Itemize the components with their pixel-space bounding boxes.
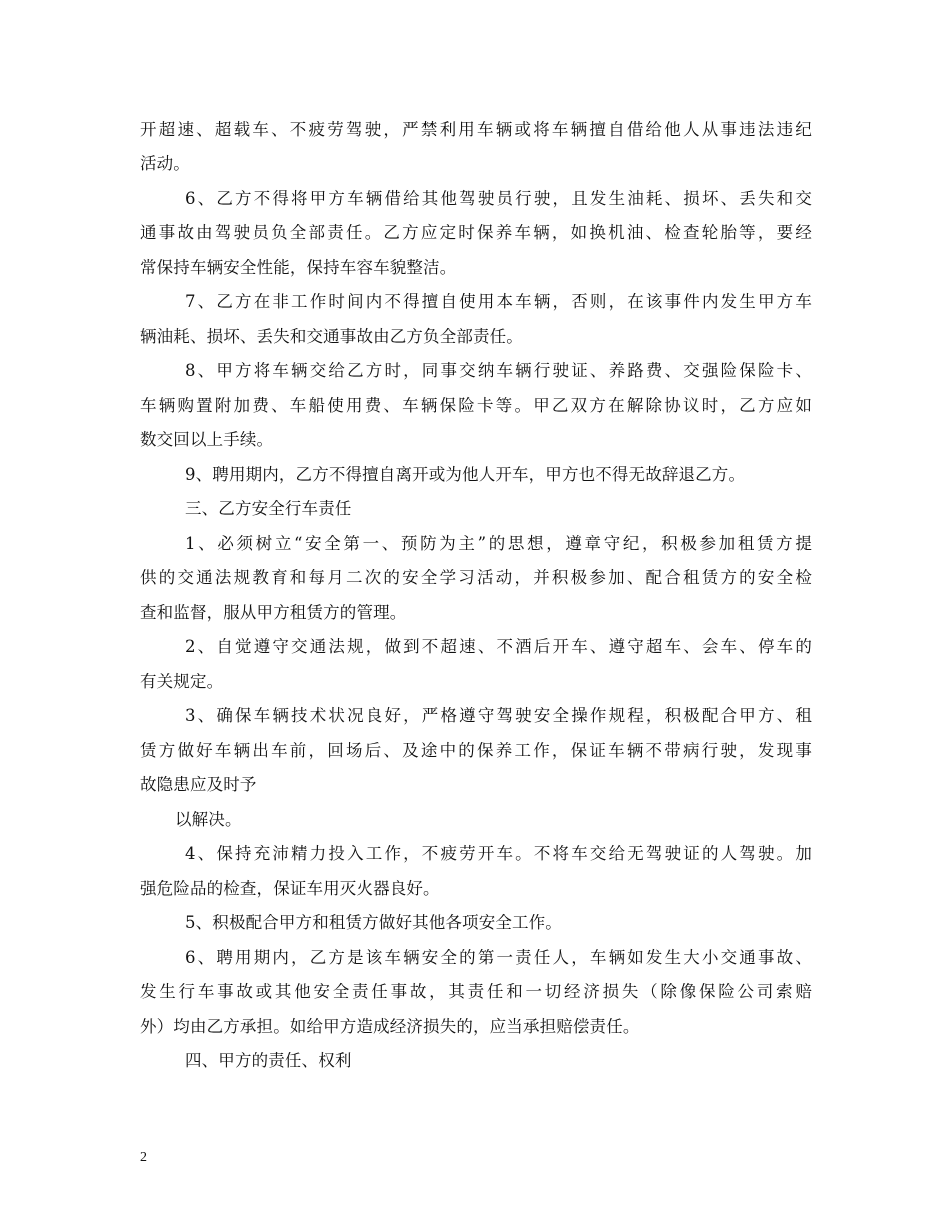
text-line: 外）均由乙方承担。如给甲方造成经济损失的，应当承担赔偿责任。 <box>140 1017 640 1036</box>
text-line: 供的交通法规教育和每月二次的安全学习活动，并积极参加、配合租赁方的安全检 <box>140 568 812 587</box>
text-line: 通事故由驾驶员负全部责任。乙方应定时保养车辆，如换机油、检查轮胎等，要经 <box>140 223 812 242</box>
text-line: 发生行车事故或其他安全责任事故，其责任和一切经济损失（除像保险公司索赔 <box>140 982 812 1001</box>
text-line: 8、甲方将车辆交给乙方时，同事交纳车辆行驶证、养路费、交强险保险卡、 <box>185 361 812 380</box>
section-heading: 四、甲方的责任、权利 <box>185 1051 352 1070</box>
text-line: 2、自觉遵守交通法规，做到不超速、不酒后开车、遵守超车、会车、停车的 <box>185 637 812 656</box>
text-line: 辆油耗、损坏、丢失和交通事故由乙方负全部责任。 <box>140 327 523 346</box>
text-line: 9、聘用期内，乙方不得擅自离开或为他人开车，甲方也不得无故辞退乙方。 <box>185 465 746 484</box>
text-line: 4、保持充沛精力投入工作，不疲劳开车。不将车交给无驾驶证的人驾驶。加 <box>185 844 812 863</box>
page-number: 2 <box>140 1150 147 1165</box>
text-line: 6、聘用期内，乙方是该车辆安全的第一责任人，车辆如发生大小交通事故、 <box>185 948 812 967</box>
text-line: 7、乙方在非工作时间内不得擅自使用本车辆，否则，在该事件内发生甲方车 <box>185 292 812 311</box>
text-line: 数交回以上手续。 <box>140 430 274 449</box>
text-line: 以解决。 <box>175 810 242 829</box>
text-line: 赁方做好车辆出车前，回场后、及途中的保养工作，保证车辆不带病行驶，发现事 <box>140 741 812 760</box>
section-heading: 三、乙方安全行车责任 <box>185 499 352 518</box>
text-line: 强危险品的检查，保证车用灭火器良好。 <box>140 879 440 898</box>
text-line: 查和监督，服从甲方租赁方的管理。 <box>140 603 407 622</box>
text-line: 故隐患应及时予 <box>140 775 257 794</box>
text-line: 开超速、超载车、不疲劳驾驶，严禁利用车辆或将车辆擅自借给他人从事违法违纪 <box>140 120 812 139</box>
text-line: 5、积极配合甲方和租赁方做好其他各项安全工作。 <box>185 913 562 932</box>
text-line: 车辆购置附加费、车船使用费、车辆保险卡等。甲乙双方在解除协议时，乙方应如 <box>140 396 812 415</box>
text-line: 常保持车辆安全性能，保持车容车貌整洁。 <box>140 258 457 277</box>
text-line: 1、必须树立“安全第一、预防为主”的思想，遵章守纪，积极参加租赁方提 <box>185 534 812 553</box>
text-line: 3、确保车辆技术状况良好，严格遵守驾驶安全操作规程，积极配合甲方、租 <box>185 706 812 725</box>
text-line: 活动。 <box>140 154 190 173</box>
text-line: 有关规定。 <box>140 672 224 691</box>
text-line: 6、乙方不得将甲方车辆借给其他驾驶员行驶，且发生油耗、损坏、丢失和交 <box>185 189 812 208</box>
